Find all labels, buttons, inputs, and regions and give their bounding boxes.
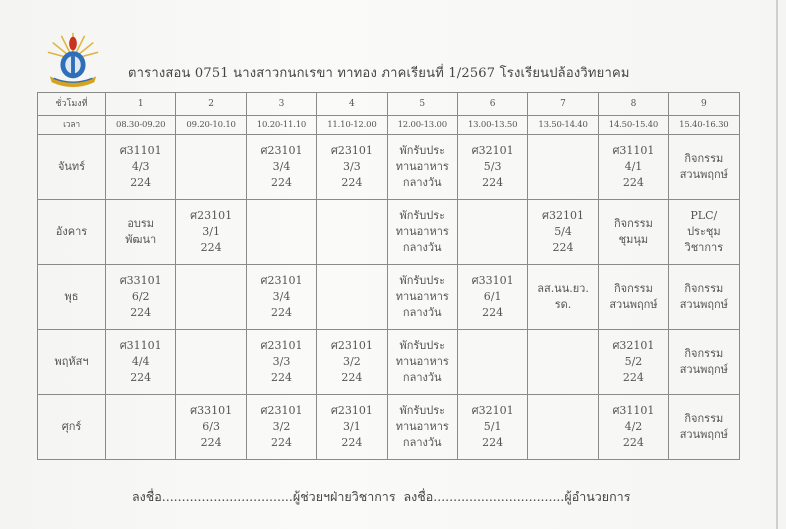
period-time: 11.10-12.00: [317, 116, 387, 135]
cell-line: 5/4: [554, 225, 572, 238]
cell-line: พักรับประ: [399, 404, 446, 417]
period-header: 9: [669, 93, 739, 116]
schedule-cell: [176, 265, 246, 330]
cell-line: 4/2: [624, 420, 643, 433]
period-time: 08.30-09.20: [106, 116, 176, 135]
cell-line: พักรับประ: [399, 339, 446, 352]
cell-line: กลางวัน: [402, 306, 442, 319]
cell-line: สวนพฤกษ์: [679, 298, 728, 311]
schedule-cell: [528, 265, 598, 330]
cell-line: ศ32101: [542, 209, 585, 222]
cell-line: 224: [130, 306, 152, 319]
cell-line: ศ31101: [119, 144, 162, 157]
period-header: 2: [176, 93, 246, 116]
cell-line: 224: [200, 241, 222, 254]
cell-line: กลางวัน: [402, 241, 442, 254]
cell-line: 4/4: [131, 355, 150, 368]
cell-line: 3/4: [272, 290, 291, 303]
period-header: 7: [528, 93, 598, 116]
cell-line: 3/3: [343, 160, 361, 173]
cell-line: 224: [552, 241, 574, 254]
cell-line: ทานอาหาร: [395, 225, 449, 238]
cell-line: ศ31101: [612, 144, 655, 157]
day-name: จันทร์: [38, 135, 106, 200]
time-row: [38, 116, 740, 135]
cell-line: กิจกรรม: [684, 282, 724, 295]
period-header: 6: [457, 93, 527, 116]
cell-line: 224: [622, 371, 644, 384]
schedule-cell: [317, 200, 387, 265]
schedule-cell: [106, 200, 176, 265]
cell-line: 224: [341, 371, 363, 384]
cell-line: ศ23101: [260, 274, 303, 287]
cell-line: 224: [270, 306, 292, 319]
cell-line: 3/1: [202, 225, 220, 238]
cell-line: อบรม: [127, 217, 155, 230]
cell-line: 3/2: [272, 420, 291, 433]
cell-line: สวนพฤกษ์: [679, 168, 728, 181]
cell-line: 224: [270, 371, 292, 384]
cell-line: ศ23101: [260, 339, 303, 352]
cell-line: 3/4: [272, 160, 291, 173]
schedule-cell: [598, 265, 668, 330]
cell-line: กลางวัน: [402, 176, 442, 189]
schedule-cell: [669, 330, 739, 395]
period-time: 09.20-10.10: [176, 116, 246, 135]
cell-line: 224: [130, 371, 152, 384]
cell-line: ศ23101: [330, 339, 373, 352]
corner-label: ชั่วโมงที่: [38, 93, 106, 116]
schedule-cell: [669, 135, 739, 200]
cell-line: 224: [270, 436, 292, 449]
signature-footer: [132, 487, 630, 507]
cell-line: ทานอาหาร: [395, 420, 449, 433]
cell-line: 224: [482, 436, 504, 449]
period-time: 10.20-11.10: [246, 116, 316, 135]
cell-line: พัฒนา: [125, 233, 157, 246]
cell-line: กิจกรรม: [614, 282, 653, 295]
schedule-cell: [387, 135, 457, 200]
cell-line: ศ32101: [612, 339, 655, 352]
cell-line: สวนพฤกษ์: [609, 298, 658, 311]
signature-line-director: ลงชื่อ.................................ผู้อำนวยการ: [403, 489, 631, 504]
page-edge: [776, 0, 778, 529]
cell-line: 224: [341, 436, 363, 449]
schedule-table: [37, 92, 740, 460]
cell-line: กลางวัน: [402, 436, 442, 449]
cell-line: กิจกรรม: [684, 152, 724, 165]
cell-line: 4/1: [624, 160, 643, 173]
cell-line: 5/2: [624, 355, 643, 368]
period-time: 13.50-14.40: [528, 116, 598, 135]
day-row: [38, 330, 740, 395]
cell-line: ทานอาหาร: [395, 160, 449, 173]
cell-line: 6/1: [483, 290, 502, 303]
schedule-cell: [457, 135, 527, 200]
cell-line: ศ23101: [330, 144, 373, 157]
schedule-cell: [317, 135, 387, 200]
schedule-cell: [528, 200, 598, 265]
cell-line: ชุมนุม: [618, 233, 649, 246]
cell-line: 3/2: [343, 355, 361, 368]
cell-line: รด.: [554, 298, 572, 311]
schedule-cell: [598, 135, 668, 200]
cell-line: ศ33101: [471, 274, 514, 287]
cell-line: สวนพฤกษ์: [679, 428, 728, 441]
schedule-cell: [457, 330, 527, 395]
cell-line: 5/1: [483, 420, 502, 433]
cell-line: ศ23101: [330, 404, 373, 417]
cell-line: 224: [482, 176, 504, 189]
time-label: เวลา: [38, 116, 106, 135]
school-logo-icon: [44, 30, 102, 88]
cell-line: วิชาการ: [684, 241, 724, 254]
day-row: [38, 395, 740, 460]
cell-line: ศ31101: [612, 404, 655, 417]
schedule-cell: [176, 395, 246, 460]
schedule-cell: [598, 200, 668, 265]
day-row: [38, 200, 740, 265]
schedule-cell: [106, 395, 176, 460]
period-header: 8: [598, 93, 668, 116]
cell-line: ศ33101: [119, 274, 162, 287]
cell-line: 3/1: [343, 420, 361, 433]
cell-line: ศ31101: [119, 339, 162, 352]
schedule-cell: [528, 330, 598, 395]
cell-line: 224: [622, 176, 644, 189]
day-name: พุธ: [38, 265, 106, 330]
schedule-cell: [528, 135, 598, 200]
cell-line: 224: [622, 436, 644, 449]
period-time: 14.50-15.40: [598, 116, 668, 135]
cell-line: 224: [130, 176, 152, 189]
cell-line: กลางวัน: [402, 371, 442, 384]
schedule-cell: [528, 395, 598, 460]
cell-line: พักรับประ: [399, 274, 446, 287]
schedule-cell: [387, 265, 457, 330]
cell-line: ศ32101: [471, 404, 514, 417]
schedule-cell: [457, 395, 527, 460]
period-header: 5: [387, 93, 457, 116]
schedule-cell: [387, 330, 457, 395]
schedule-cell: [387, 200, 457, 265]
schedule-cell: [246, 135, 316, 200]
cell-line: 5/3: [483, 160, 502, 173]
schedule-cell: [598, 395, 668, 460]
period-time: 12.00-13.00: [387, 116, 457, 135]
schedule-cell: [387, 395, 457, 460]
cell-line: ศ23101: [260, 404, 303, 417]
cell-line: ศ33101: [190, 404, 233, 417]
cell-line: PLC/: [690, 209, 718, 222]
period-header: 1: [106, 93, 176, 116]
schedule-cell: [457, 265, 527, 330]
signature-line-assistant: ลงชื่อ.................................ผู้ช่วยฯฝ่ายวิชาการ: [132, 489, 396, 504]
cell-line: ทานอาหาร: [395, 290, 449, 303]
schedule-cell: [669, 265, 739, 330]
cell-line: สวนพฤกษ์: [679, 363, 728, 376]
schedule-cell: [106, 135, 176, 200]
cell-line: ประชุม: [687, 225, 721, 238]
cell-line: 224: [341, 176, 363, 189]
page-title: ตารางสอน 0751 นางสาวกนกเรขา ทาทอง ภาคเรียนที่ 1/2567 โรงเรียนปล้องวิทยาคม: [128, 66, 630, 81]
cell-line: กิจกรรม: [684, 347, 724, 360]
day-row: [38, 135, 740, 200]
cell-line: 224: [270, 176, 292, 189]
cell-line: ทานอาหาร: [395, 355, 449, 368]
cell-line: 6/3: [202, 420, 220, 433]
schedule-cell: [176, 200, 246, 265]
period-time: 13.00-13.50: [457, 116, 527, 135]
day-row: [38, 265, 740, 330]
schedule-cell: [176, 330, 246, 395]
period-header: 4: [317, 93, 387, 116]
cell-line: พักรับประ: [399, 209, 446, 222]
cell-line: ศ23101: [190, 209, 233, 222]
schedule-cell: [598, 330, 668, 395]
schedule-cell: [106, 265, 176, 330]
period-time: 15.40-16.30: [669, 116, 739, 135]
schedule-cell: [317, 265, 387, 330]
schedule-cell: [669, 395, 739, 460]
cell-line: 224: [200, 436, 222, 449]
cell-line: ศ23101: [260, 144, 303, 157]
schedule-cell: [106, 330, 176, 395]
period-header-row: [38, 93, 740, 116]
cell-line: กิจกรรม: [614, 217, 653, 230]
day-name: อังคาร: [38, 200, 106, 265]
schedule-cell: [246, 265, 316, 330]
schedule-cell: [176, 135, 246, 200]
schedule-cell: [317, 395, 387, 460]
schedule-cell: [246, 200, 316, 265]
schedule-cell: [246, 395, 316, 460]
cell-line: ลส.นน.ยว.: [537, 282, 589, 295]
cell-line: 3/3: [272, 355, 291, 368]
day-name: ศุกร์: [38, 395, 106, 460]
cell-line: พักรับประ: [399, 144, 446, 157]
schedule-cell: [457, 200, 527, 265]
schedule-cell: [669, 200, 739, 265]
schedule-cell: [246, 330, 316, 395]
day-name: พฤหัสฯ: [38, 330, 106, 395]
cell-line: 4/3: [131, 160, 150, 173]
cell-line: ศ32101: [471, 144, 514, 157]
cell-line: 224: [482, 306, 504, 319]
cell-line: กิจกรรม: [684, 412, 724, 425]
schedule-cell: [317, 330, 387, 395]
cell-line: 6/2: [131, 290, 150, 303]
period-header: 3: [246, 93, 316, 116]
